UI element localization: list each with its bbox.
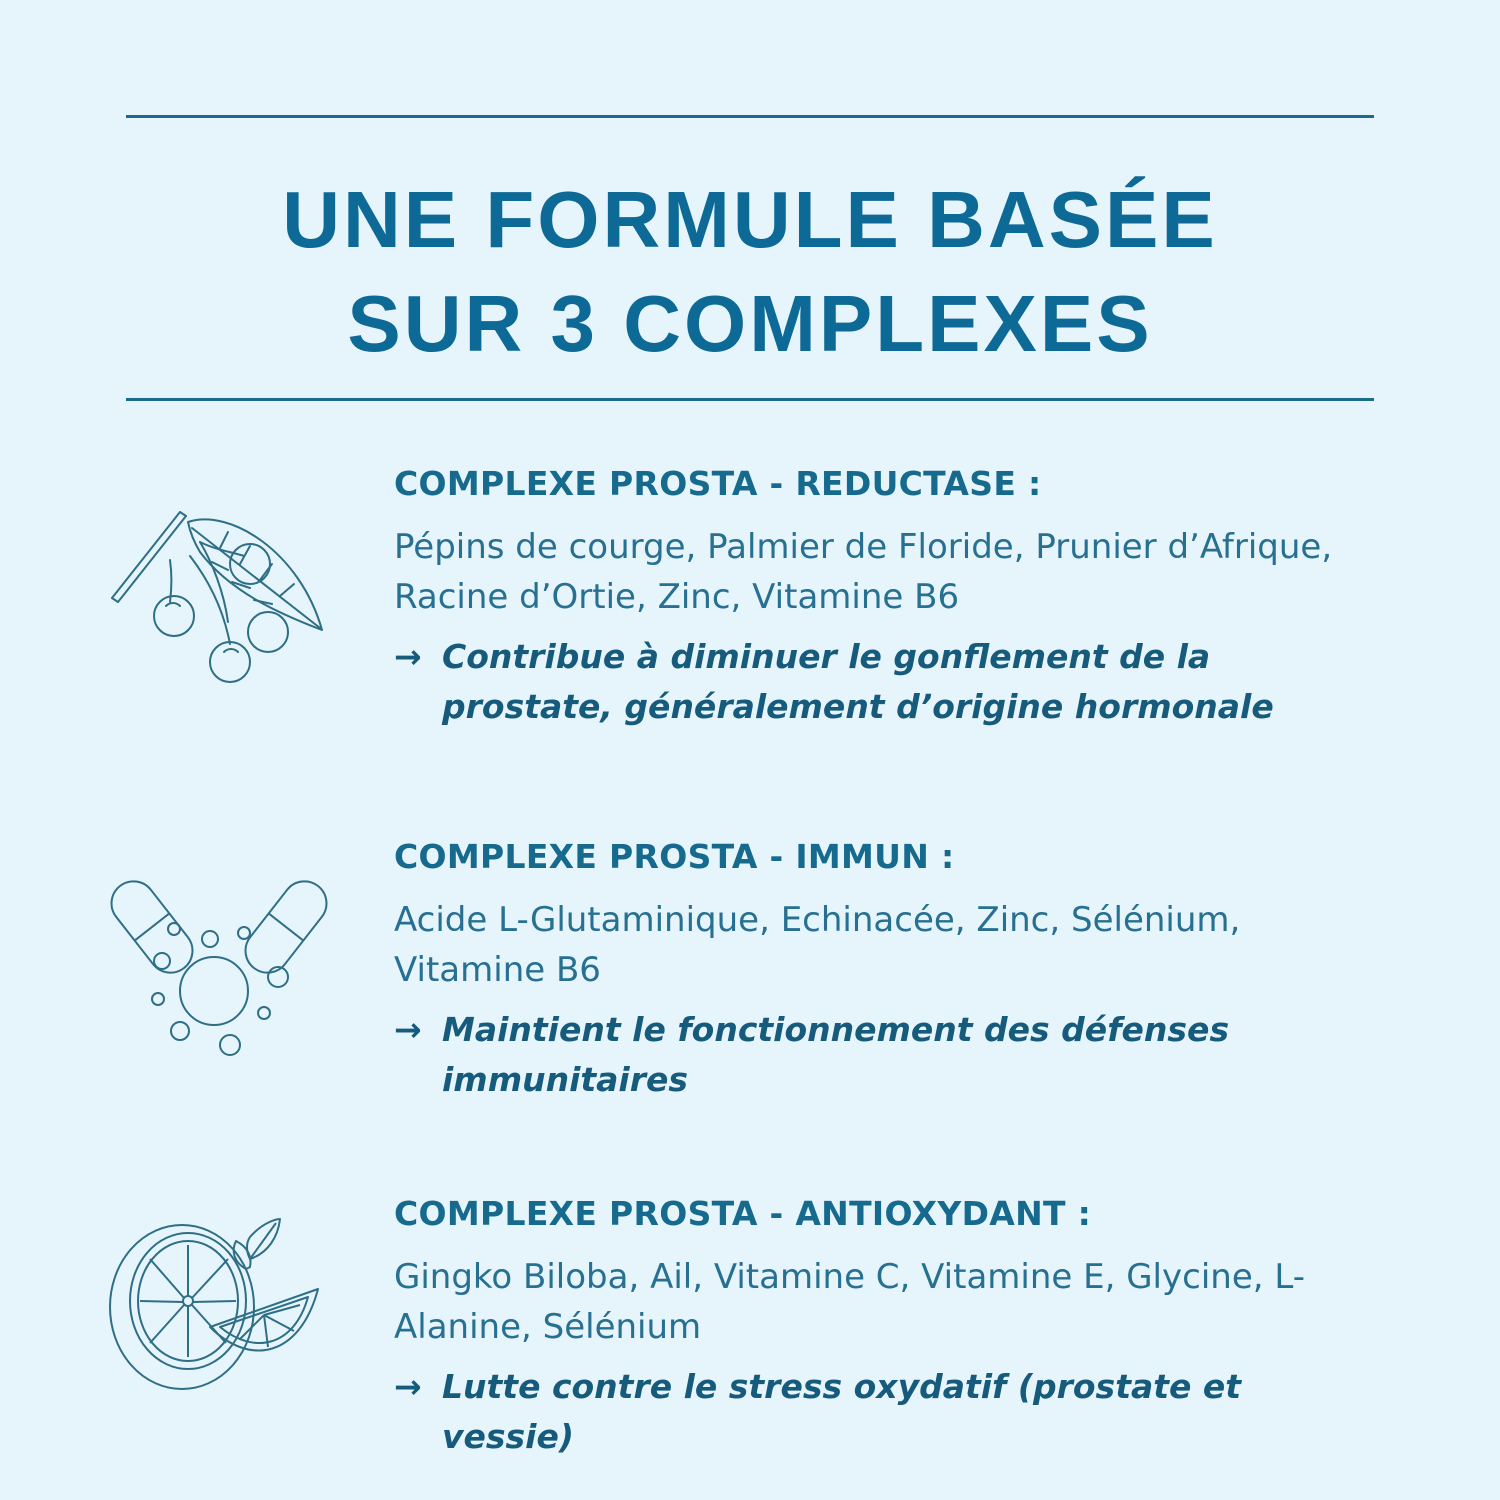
benefit-statement	[394, 632, 1362, 732]
benefit-text: Maintient le fonctionnement des défenses immunitaires	[442, 1010, 1230, 1099]
ingredients-list: Gingko Biloba, Ail, Vitamine C, Vitamine E, Glycine, L-Alanine, Sélénium	[394, 1257, 1305, 1347]
citrus-slice-icon	[100, 1197, 340, 1397]
arrow-icon: →	[394, 1367, 422, 1406]
arrow-icon: →	[394, 637, 422, 676]
bottom-divider	[126, 398, 1374, 401]
ingredients-list: Acide L-Glutaminique, Echinacée, Zinc, Sélénium, Vitamine B6	[394, 900, 1241, 990]
page-title-line-1: UNE FORMULE BASÉE	[282, 175, 1218, 264]
section-title: COMPLEXE PROSTA - REDUCTASE :	[394, 464, 1042, 503]
cherry-branch-icon	[100, 502, 340, 702]
ingredients-list: Pépins de courge, Palmier de Floride, Prunier d’Afrique, Racine d’Ortie, Zinc, Vitamine B6	[394, 527, 1333, 617]
top-divider	[126, 115, 1374, 118]
page-title-line-2: SUR 3 COMPLEXES	[347, 279, 1153, 368]
benefit-statement	[394, 1005, 1362, 1105]
capsule-pill-icon	[100, 865, 340, 1065]
benefit-statement	[394, 1362, 1362, 1462]
page-title	[0, 168, 1500, 376]
benefit-text: Contribue à diminuer le gonflement de la prostate, généralement d’origine hormonale	[442, 637, 1274, 726]
section-title: COMPLEXE PROSTA - ANTIOXYDANT :	[394, 1194, 1092, 1233]
arrow-icon: →	[394, 1010, 422, 1049]
benefit-text: Lutte contre le stress oxydatif (prostate et vessie)	[442, 1367, 1242, 1456]
section-title: COMPLEXE PROSTA - IMMUN :	[394, 837, 955, 876]
